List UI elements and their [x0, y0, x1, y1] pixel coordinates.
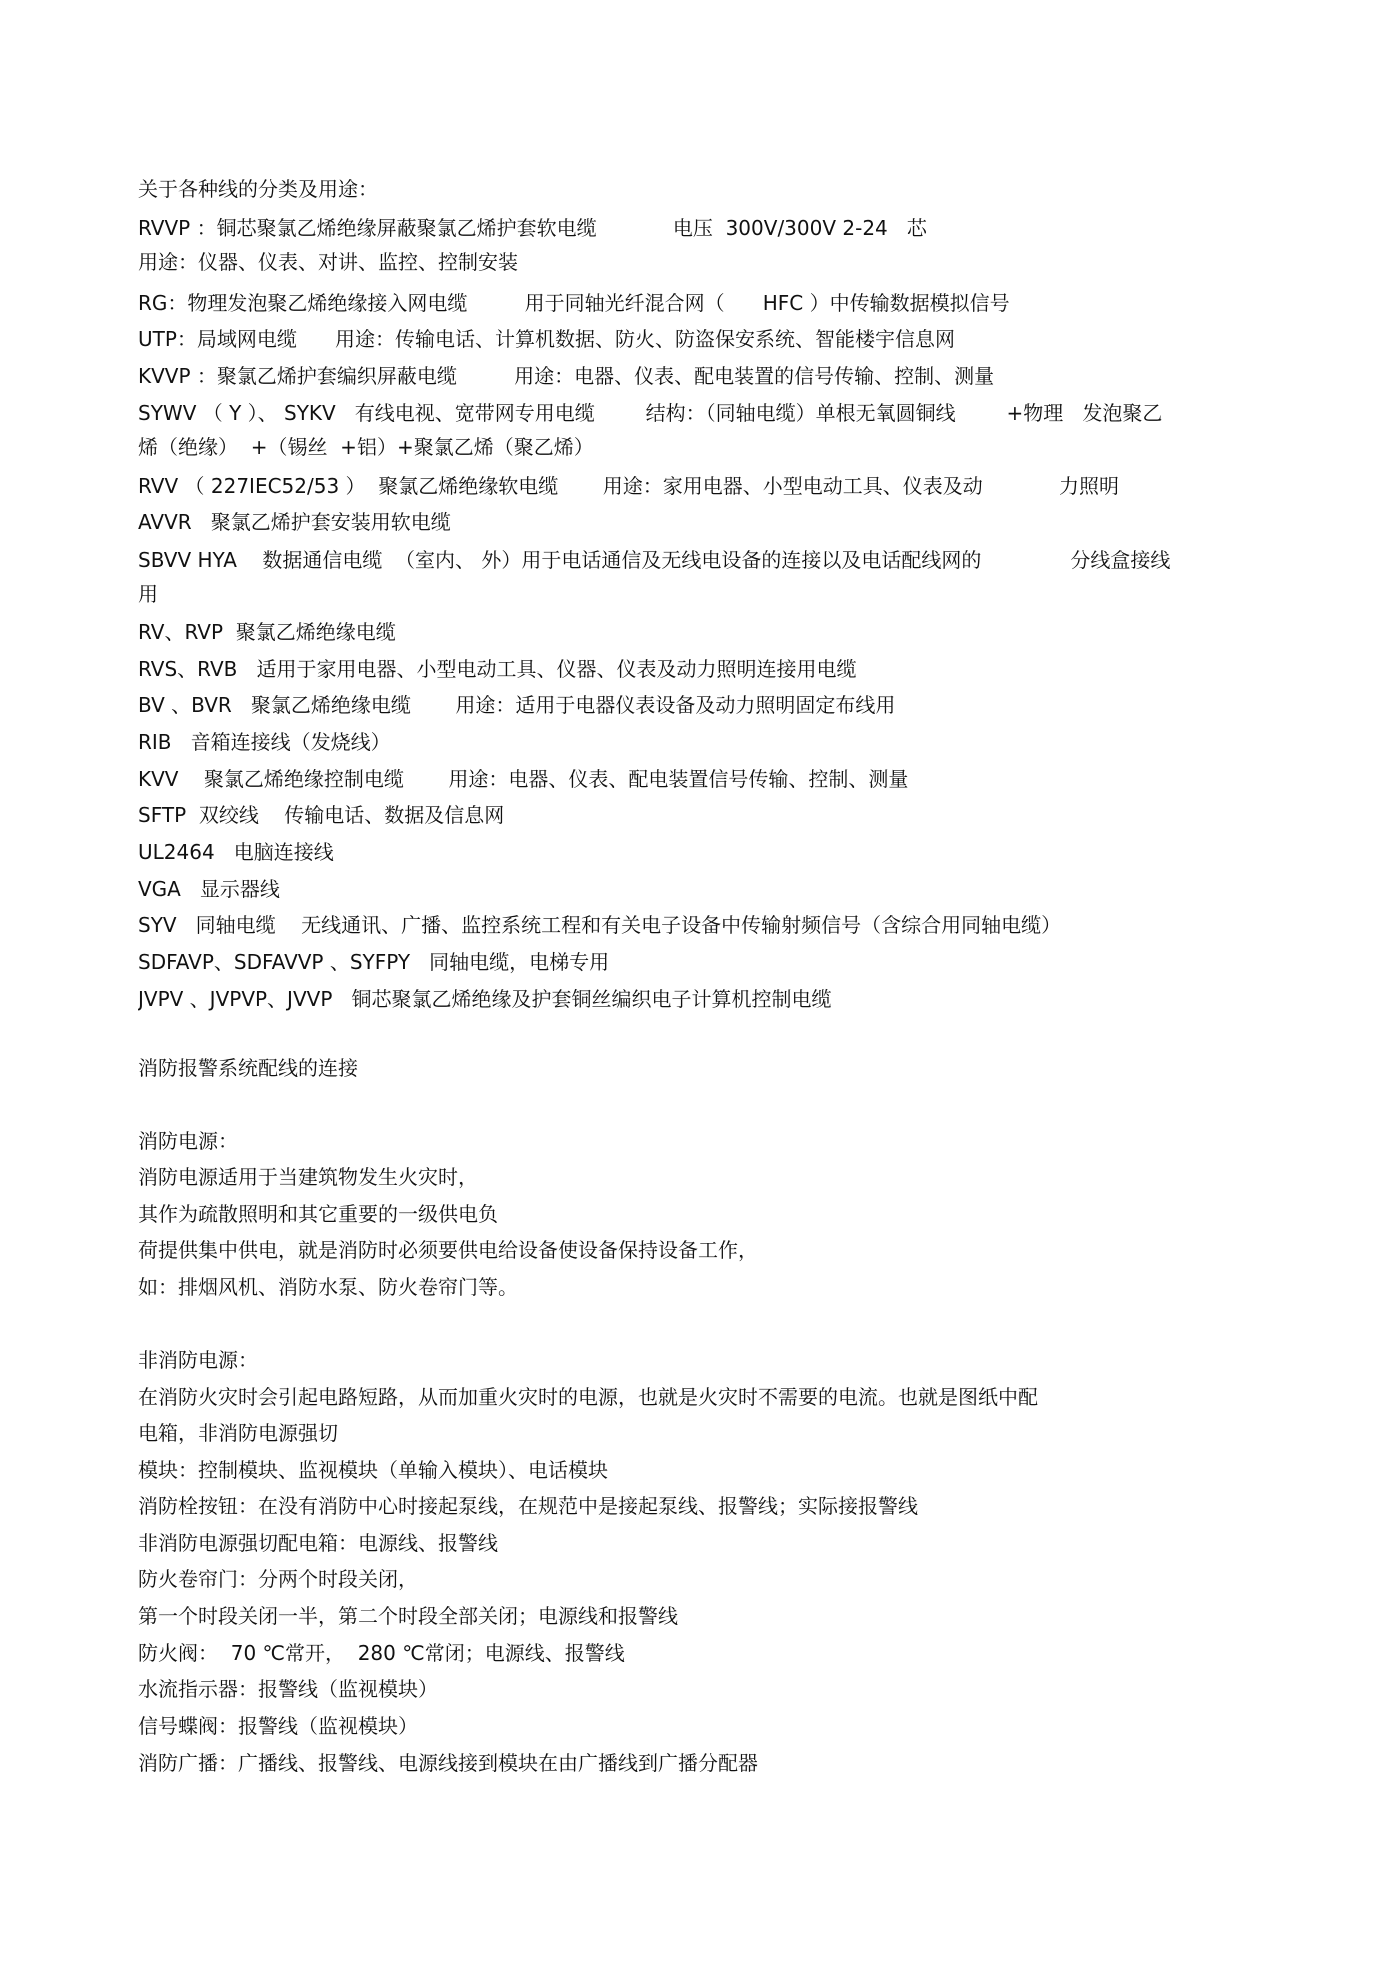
cable-line-18: UL2464 电脑连接线: [138, 840, 334, 864]
nonfire-line-7: 第一个时段关闭一半，第二个时段全部关闭；电源线和报警线: [138, 1604, 678, 1628]
cable-line-22: JVPV 、JVPVP、JVVP 铜芯聚氯乙烯绝缘及护套铜丝编织电子计算机控制电缆: [138, 987, 832, 1011]
nonfire-line-2: 电箱，非消防电源强切: [138, 1421, 338, 1445]
cable-line-20: SYV 同轴电缆 无线通讯、广播、监控系统工程和有关电子设备中传输射频信号（含综合用同轴电缆）: [138, 913, 1062, 937]
cable-line-19: VGA 显示器线: [138, 877, 280, 901]
cable-line-3: RG：物理发泡聚乙烯绝缘接入网电缆 用于同轴光纤混合网（ HFC ）中传输数据模拟信号: [138, 291, 1010, 315]
cable-line-12: RV、RVP 聚氯乙烯绝缘电缆: [138, 620, 396, 644]
nonfire-line-4: 消防栓按钮：在没有消防中心时接起泵线，在规范中是接起泵线、报警线；实际接报警线: [138, 1494, 918, 1518]
fire-power-title: 消防电源：: [138, 1129, 238, 1153]
cable-line-17: SFTP 双绞线 传输电话、数据及信息网: [138, 803, 505, 827]
intro-heading: 关于各种线的分类及用途：: [138, 177, 378, 201]
nonfire-power-title: 非消防电源：: [138, 1348, 258, 1372]
nonfire-line-8: 防火阀： 70 ℃常开， 280 ℃常闭；电源线、报警线: [138, 1641, 625, 1665]
cable-line-15: RIB 音箱连接线（发烧线）: [138, 730, 391, 754]
cable-line-6: SYWV （ Y ）、 SYKV 有线电视、宽带网专用电缆 结构：（同轴电缆）单根无氧圆铜线 +物理 发泡聚乙: [138, 401, 1163, 425]
cable-line-2: 用途：仪器、仪表、对讲、监控、控制安装: [138, 250, 518, 274]
fire-power-line-4: 如：排烟风机、消防水泵、防火卷帘门等。: [138, 1275, 518, 1299]
nonfire-line-3: 模块：控制模块、监视模块（单输入模块）、电话模块: [138, 1458, 608, 1482]
fire-power-line-3: 荷提供集中供电，就是消防时必须要供电给设备使设备保持设备工作，: [138, 1238, 758, 1262]
nonfire-line-11: 消防广播：广播线、报警线、电源线接到模块在由广播线到广播分配器: [138, 1751, 758, 1775]
nonfire-line-9: 水流指示器：报警线（监视模块）: [138, 1677, 438, 1701]
cable-line-9: AVVR 聚氯乙烯护套安装用软电缆: [138, 510, 451, 534]
cable-line-7: 烯（绝缘） +（锡丝 +铝）+聚氯乙烯（聚乙烯）: [138, 435, 594, 459]
nonfire-line-6: 防火卷帘门：分两个时段关闭，: [138, 1567, 418, 1591]
cable-line-1: RVVP ：铜芯聚氯乙烯绝缘屏蔽聚氯乙烯护套软电缆 电压 300V/300V 2-24 芯: [138, 216, 927, 240]
cable-line-5: KVVP ：聚氯乙烯护套编织屏蔽电缆 用途：电器、仪表、配电装置的信号传输、控制、测量: [138, 364, 995, 388]
cable-line-13: RVS、RVB 适用于家用电器、小型电动工具、仪器、仪表及动力照明连接用电缆: [138, 657, 857, 681]
cable-line-4: UTP：局域网电缆 用途：传输电话、计算机数据、防火、防盗保安系统、智能楼宇信息网: [138, 327, 956, 351]
cable-line-10: SBVV HYA 数据通信电缆 （室内、 外）用于电话通信及无线电设备的连接以及电话配线网的 分线盒接线: [138, 548, 1171, 572]
cable-line-14: BV 、BVR 聚氯乙烯绝缘电缆 用途：适用于电器仪表设备及动力照明固定布线用: [138, 693, 896, 717]
cable-line-21: SDFAVP、SDFAVVP 、SYFPY 同轴电缆，电梯专用: [138, 950, 610, 974]
cable-line-8: RVV （ 227IEC52/53 ） 聚氯乙烯绝缘软电缆 用途：家用电器、小型电动工具、仪表及动 力照明: [138, 474, 1120, 498]
nonfire-line-1: 在消防火灾时会引起电路短路，从而加重火灾时的电源，也就是火灾时不需要的电流。也就是图纸中配: [138, 1385, 1038, 1409]
nonfire-line-5: 非消防电源强切配电箱：电源线、报警线: [138, 1531, 498, 1555]
fire-power-line-2: 其作为疏散照明和其它重要的一级供电负: [138, 1202, 498, 1226]
cable-line-16: KVV 聚氯乙烯绝缘控制电缆 用途：电器、仪表、配电装置信号传输、控制、测量: [138, 767, 909, 791]
section-title: 消防报警系统配线的连接: [138, 1056, 358, 1080]
fire-power-line-1: 消防电源适用于当建筑物发生火灾时，: [138, 1165, 478, 1189]
cable-line-11: 用: [138, 582, 158, 606]
nonfire-line-10: 信号蝶阀：报警线（监视模块）: [138, 1714, 418, 1738]
